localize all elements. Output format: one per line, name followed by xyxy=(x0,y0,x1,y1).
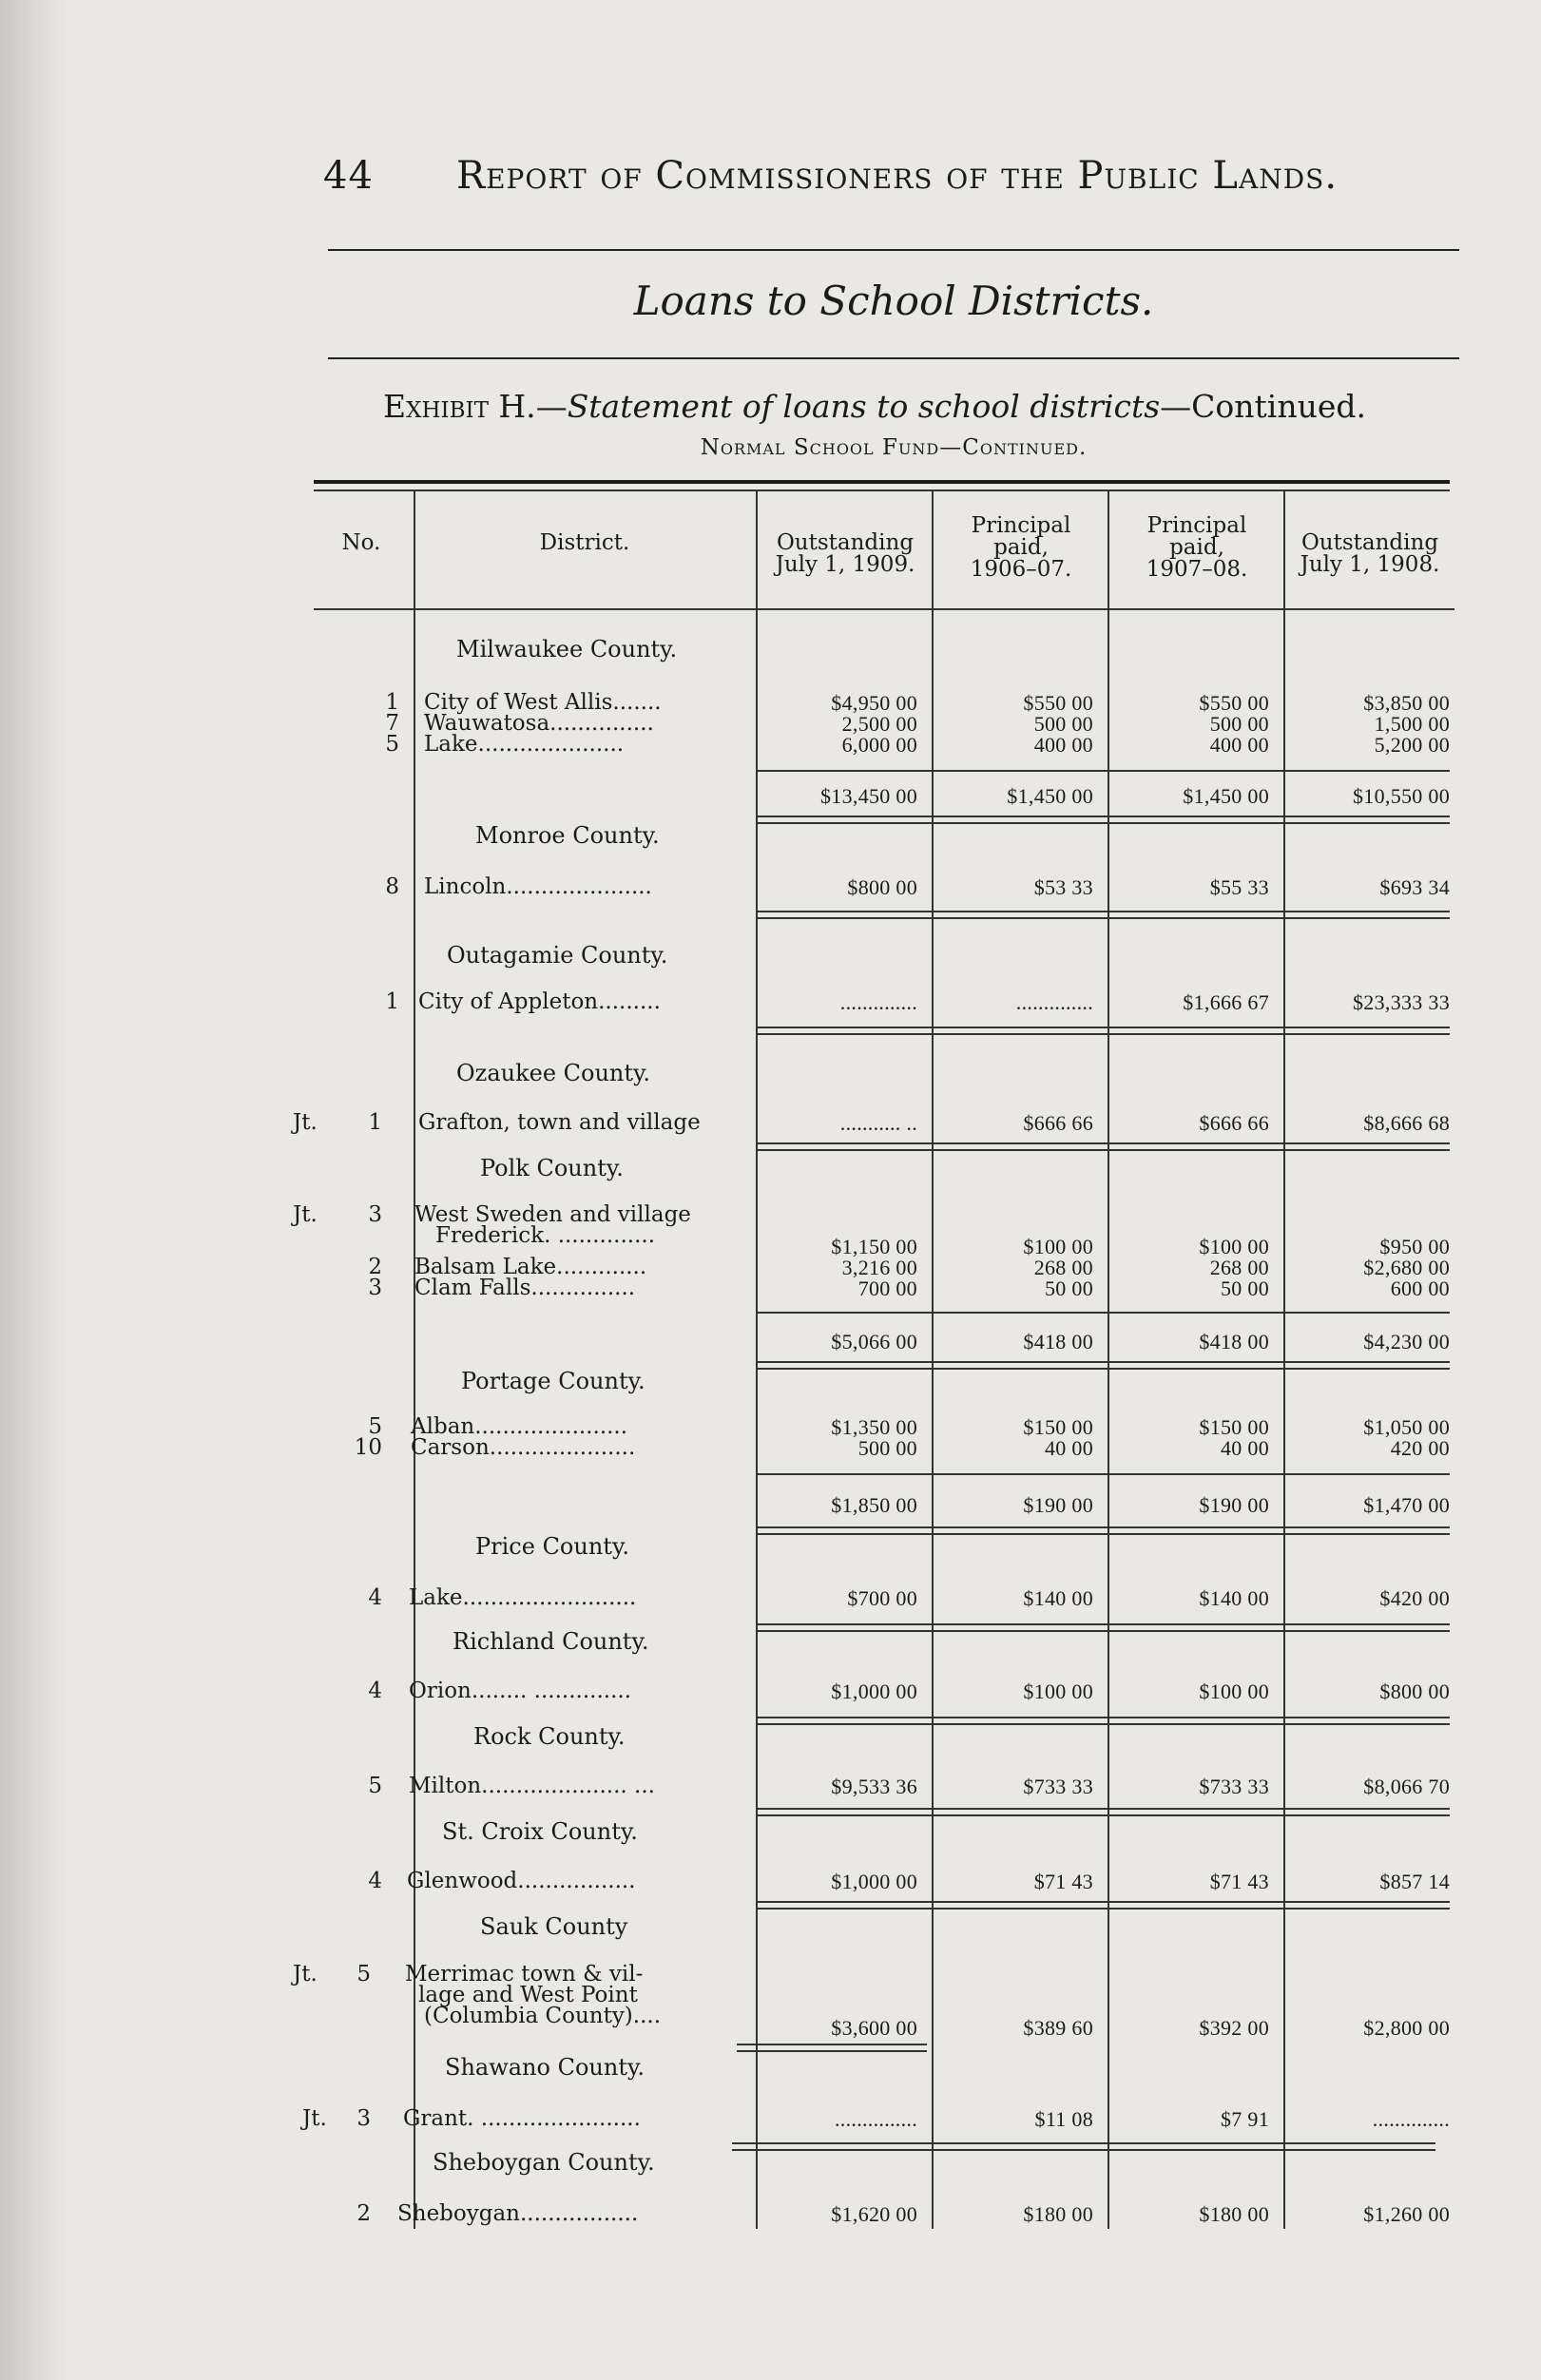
amount-principal-0607: $733 33 xyxy=(1023,1775,1093,1798)
total-principal-0607: $190 00 xyxy=(1023,1493,1093,1517)
column-header-line: 1906–07. xyxy=(970,557,1072,582)
amount-principal-0708: $140 00 xyxy=(1199,1586,1269,1610)
joint-district-marker: Jt. xyxy=(293,1962,318,1987)
subtotal-rule xyxy=(756,770,1450,772)
table-top-rule-thin xyxy=(314,489,1450,491)
amount-outstanding-1908: 600 00 xyxy=(1390,1276,1450,1300)
amount-outstanding-1908: 420 00 xyxy=(1390,1436,1450,1460)
district-name: Grafton, town and village xyxy=(418,1110,701,1135)
county-heading: Ozaukee County. xyxy=(456,1060,651,1086)
column-divider xyxy=(756,489,758,2229)
amount-principal-0607: 400 00 xyxy=(1033,733,1093,757)
amount-outstanding-1909: 2,500 00 xyxy=(841,712,917,736)
amount-principal-0607: .............. xyxy=(1015,990,1093,1014)
amount-outstanding-1908: $950 00 xyxy=(1379,1235,1450,1258)
amount-outstanding-1908: $3,850 00 xyxy=(1363,691,1450,715)
total-double-rule xyxy=(756,911,1450,919)
district-name: Sheboygan................. xyxy=(397,2201,639,2226)
amount-principal-0708: $7 91 xyxy=(1221,2107,1269,2131)
column-divider xyxy=(932,489,934,2229)
district-name: Glenwood................. xyxy=(407,1869,636,1893)
total-double-rule xyxy=(756,1526,1450,1535)
total-double-rule xyxy=(756,1623,1450,1632)
district-number: 3 xyxy=(368,1276,382,1300)
district-name: Wauwatosa............... xyxy=(424,711,654,736)
district-name: Grant. ....................... xyxy=(403,2106,641,2131)
district-number: 2 xyxy=(356,2201,371,2226)
amount-principal-0708: 268 00 xyxy=(1209,1256,1269,1279)
amount-principal-0708: $392 00 xyxy=(1199,2016,1269,2040)
district-name: Merrimac town & vil- xyxy=(405,1962,644,1987)
amount-principal-0607: 268 00 xyxy=(1033,1256,1093,1279)
total-double-rule xyxy=(756,1027,1450,1035)
district-name: Milton..................... ... xyxy=(409,1774,655,1798)
district-number: 5 xyxy=(356,1962,371,1987)
amount-outstanding-1909: $1,000 00 xyxy=(831,1679,917,1703)
amount-principal-0708: $150 00 xyxy=(1199,1415,1269,1439)
district-name-continued: (Columbia County).... xyxy=(424,2004,662,2028)
county-heading: Outagamie County. xyxy=(447,942,668,969)
amount-principal-0607: $71 43 xyxy=(1033,1870,1093,1893)
amount-principal-0607: $666 66 xyxy=(1023,1111,1093,1135)
header-rule xyxy=(328,249,1459,251)
amount-principal-0607: 40 00 xyxy=(1045,1436,1093,1460)
column-header-principal-0607 xyxy=(936,515,1106,581)
amount-outstanding-1909: $1,150 00 xyxy=(831,1235,917,1258)
district-name: City of West Allis....... xyxy=(424,690,662,715)
exhibit-suffix: —Continued. xyxy=(1160,388,1366,425)
district-number: 1 xyxy=(385,690,399,715)
amount-outstanding-1909: $1,350 00 xyxy=(831,1415,917,1439)
county-heading: Rock County. xyxy=(473,1723,626,1750)
county-heading: Sauk County xyxy=(480,1913,628,1940)
section-title: Loans to School Districts. xyxy=(633,278,1154,324)
amount-principal-0607: $100 00 xyxy=(1023,1235,1093,1258)
district-number: 10 xyxy=(354,1435,382,1460)
total-outstanding-1909: $1,850 00 xyxy=(831,1493,917,1517)
total-double-rule xyxy=(756,816,1450,824)
amount-outstanding-1908: .............. xyxy=(1372,2107,1450,2131)
total-double-rule xyxy=(756,1361,1450,1370)
amount-principal-0708: $55 33 xyxy=(1209,875,1269,899)
amount-principal-0607: 500 00 xyxy=(1033,712,1093,736)
district-name: West Sweden and village xyxy=(414,1202,691,1227)
district-number: 1 xyxy=(385,989,399,1014)
column-header-principal-0708 xyxy=(1112,515,1281,581)
fund-title: Normal School Fund—Continued. xyxy=(700,435,1088,460)
total-double-rule xyxy=(756,1901,1450,1910)
amount-outstanding-1908: $857 14 xyxy=(1379,1870,1450,1893)
amount-outstanding-1909: $3,600 00 xyxy=(831,2016,917,2040)
district-number: 5 xyxy=(385,732,399,757)
exhibit-label: Exhibit H. xyxy=(382,388,536,425)
amount-principal-0607: $389 60 xyxy=(1023,2016,1093,2040)
district-name: Alban...................... xyxy=(411,1414,628,1439)
total-double-rule xyxy=(756,1717,1450,1725)
district-name: Balsam Lake............. xyxy=(414,1255,647,1279)
amount-principal-0708: $1,666 67 xyxy=(1183,990,1269,1014)
amount-outstanding-1908: $1,050 00 xyxy=(1363,1415,1450,1439)
county-heading: St. Croix County. xyxy=(442,1818,638,1845)
total-outstanding-1908: $4,230 00 xyxy=(1363,1330,1450,1353)
column-header-line: paid, xyxy=(1169,535,1224,560)
district-name-continued: lage and West Point xyxy=(418,1983,638,2007)
amount-principal-0708: 400 00 xyxy=(1209,733,1269,757)
amount-principal-0708: 500 00 xyxy=(1209,712,1269,736)
total-principal-0708: $190 00 xyxy=(1199,1493,1269,1517)
amount-principal-0708: 40 00 xyxy=(1221,1436,1269,1460)
amount-outstanding-1908: $23,333 33 xyxy=(1353,990,1450,1014)
amount-principal-0708: $71 43 xyxy=(1209,1870,1269,1893)
district-number: 7 xyxy=(385,711,399,736)
total-double-rule xyxy=(756,1142,1450,1151)
column-header-line: July 1, 1908. xyxy=(1300,552,1440,577)
total-double-rule xyxy=(737,2044,927,2052)
amount-principal-0708: $180 00 xyxy=(1199,2202,1269,2226)
subtotal-rule xyxy=(756,1312,1450,1314)
column-header-line: paid, xyxy=(993,535,1049,560)
county-heading: Milwaukee County. xyxy=(456,636,678,662)
amount-outstanding-1909: ............... xyxy=(835,2107,917,2131)
total-principal-0708: $418 00 xyxy=(1199,1330,1269,1353)
amount-principal-0708: $733 33 xyxy=(1199,1775,1269,1798)
amount-outstanding-1909: 6,000 00 xyxy=(841,733,917,757)
column-divider xyxy=(1283,489,1285,2229)
district-number: 8 xyxy=(385,874,399,899)
county-heading: Monroe County. xyxy=(475,822,660,849)
amount-principal-0708: $100 00 xyxy=(1199,1235,1269,1258)
amount-outstanding-1908: $8,066 70 xyxy=(1363,1775,1450,1798)
column-header-outstanding-1909 xyxy=(761,532,930,576)
amount-principal-0708: 50 00 xyxy=(1221,1276,1269,1300)
district-number: 3 xyxy=(356,2106,371,2131)
exhibit-caption xyxy=(285,388,1464,425)
table-top-rule xyxy=(314,480,1450,484)
amount-outstanding-1909: 500 00 xyxy=(857,1436,917,1460)
amount-outstanding-1909: 3,216 00 xyxy=(841,1256,917,1279)
county-heading: Polk County. xyxy=(480,1155,624,1181)
district-name: City of Appleton......... xyxy=(418,989,661,1014)
amount-outstanding-1908: $1,260 00 xyxy=(1363,2202,1450,2226)
amount-principal-0607: $100 00 xyxy=(1023,1679,1093,1703)
district-number: 5 xyxy=(368,1414,382,1439)
amount-principal-0607: 50 00 xyxy=(1045,1276,1093,1300)
amount-principal-0607: $53 33 xyxy=(1033,875,1093,899)
column-header-line: 1907–08. xyxy=(1146,557,1248,582)
total-outstanding-1909: $5,066 00 xyxy=(831,1330,917,1353)
district-number: 4 xyxy=(368,1585,382,1610)
district-name: Orion........ .............. xyxy=(409,1679,632,1703)
total-principal-0607: $1,450 00 xyxy=(1007,784,1093,808)
amount-principal-0708: $666 66 xyxy=(1199,1111,1269,1135)
amount-outstanding-1908: $800 00 xyxy=(1379,1679,1450,1703)
amount-outstanding-1908: $693 34 xyxy=(1379,875,1450,899)
subtotal-rule xyxy=(756,1473,1450,1475)
amount-outstanding-1909: $800 00 xyxy=(847,875,917,899)
amount-outstanding-1909: $1,620 00 xyxy=(831,2202,917,2226)
district-name: Lincoln..................... xyxy=(424,874,652,899)
total-outstanding-1908: $10,550 00 xyxy=(1353,784,1450,808)
joint-district-marker: Jt. xyxy=(293,1110,318,1135)
column-divider xyxy=(1108,489,1109,2229)
district-number: 4 xyxy=(368,1869,382,1893)
running-title: Report of Commissioners of the Public Lands. xyxy=(456,154,1339,198)
county-heading: Portage County. xyxy=(461,1368,645,1394)
amount-outstanding-1909: .............. xyxy=(839,990,917,1014)
county-heading: Richland County. xyxy=(453,1628,649,1655)
district-number: 2 xyxy=(368,1255,382,1279)
column-header-district-text: District. xyxy=(539,530,630,555)
column-header-district xyxy=(418,532,751,554)
county-heading: Shawano County. xyxy=(445,2054,645,2081)
district-name-continued: Frederick. .............. xyxy=(435,1223,656,1248)
total-outstanding-1908: $1,470 00 xyxy=(1363,1493,1450,1517)
column-header-line: Outstanding xyxy=(1300,530,1439,555)
district-number: 4 xyxy=(368,1679,382,1703)
column-header-line: Principal xyxy=(1146,513,1247,538)
amount-outstanding-1909: $4,950 00 xyxy=(831,691,917,715)
column-header-no-text: No. xyxy=(341,530,381,555)
district-number: 1 xyxy=(368,1110,382,1135)
amount-principal-0607: $11 08 xyxy=(1034,2107,1093,2131)
amount-outstanding-1908: 1,500 00 xyxy=(1374,712,1450,736)
page-number: 44 xyxy=(323,154,374,198)
amount-outstanding-1909: $1,000 00 xyxy=(831,1870,917,1893)
district-name: Carson..................... xyxy=(411,1435,636,1460)
amount-outstanding-1909: 700 00 xyxy=(857,1276,917,1300)
amount-principal-0607: $140 00 xyxy=(1023,1586,1093,1610)
amount-outstanding-1908: $8,666 68 xyxy=(1363,1111,1450,1135)
total-outstanding-1909: $13,450 00 xyxy=(820,784,917,808)
exhibit-dash: — xyxy=(535,388,568,425)
total-principal-0607: $418 00 xyxy=(1023,1330,1093,1353)
district-number: 3 xyxy=(368,1202,382,1227)
amount-principal-0708: $100 00 xyxy=(1199,1679,1269,1703)
column-header-outstanding-1908 xyxy=(1285,532,1454,576)
district-name: Lake......................... xyxy=(409,1585,637,1610)
amount-outstanding-1909: $700 00 xyxy=(847,1586,917,1610)
amount-principal-0607: $150 00 xyxy=(1023,1415,1093,1439)
amount-principal-0708: $550 00 xyxy=(1199,691,1269,715)
joint-district-marker: Jt. xyxy=(302,2106,327,2131)
column-header-no xyxy=(323,532,399,554)
total-double-rule xyxy=(756,1808,1450,1816)
column-header-line: Outstanding xyxy=(776,530,915,555)
amount-outstanding-1908: $2,800 00 xyxy=(1363,2016,1450,2040)
section-rule xyxy=(328,357,1459,359)
total-double-rule xyxy=(732,2142,1435,2151)
amount-principal-0607: $550 00 xyxy=(1023,691,1093,715)
amount-outstanding-1908: $2,680 00 xyxy=(1363,1256,1450,1279)
county-heading: Price County. xyxy=(475,1533,629,1560)
total-principal-0708: $1,450 00 xyxy=(1183,784,1269,808)
county-heading: Sheboygan County. xyxy=(433,2149,655,2176)
district-number: 5 xyxy=(368,1774,382,1798)
amount-outstanding-1909: $9,533 36 xyxy=(831,1775,917,1798)
column-header-line: Principal xyxy=(971,513,1071,538)
amount-outstanding-1908: 5,200 00 xyxy=(1374,733,1450,757)
amount-outstanding-1909: ........... .. xyxy=(839,1111,917,1135)
district-name: Lake..................... xyxy=(424,732,625,757)
amount-outstanding-1908: $420 00 xyxy=(1379,1586,1450,1610)
column-header-line: July 1, 1909. xyxy=(775,552,915,577)
district-name: Clam Falls............... xyxy=(414,1276,636,1300)
exhibit-statement: Statement of loans to school districts xyxy=(567,388,1161,425)
joint-district-marker: Jt. xyxy=(293,1202,318,1227)
amount-principal-0607: $180 00 xyxy=(1023,2202,1093,2226)
